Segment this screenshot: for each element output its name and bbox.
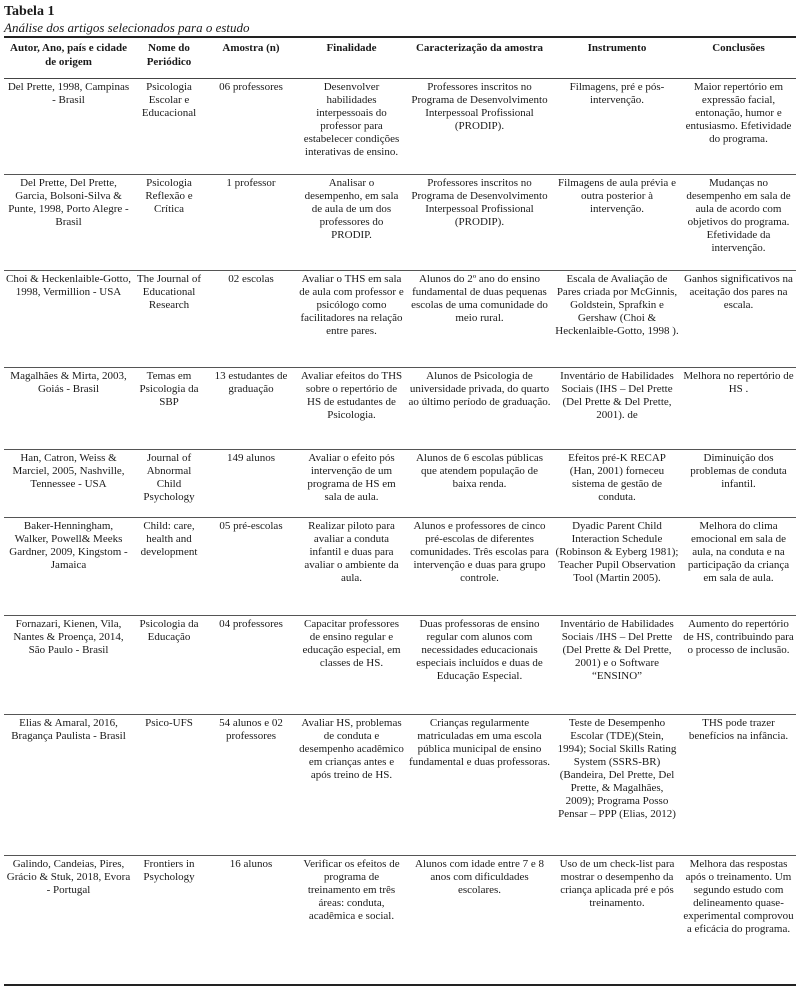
cell-autor: Galindo, Candeias, Pires, Grácio & Stuk, 2018, Evora - Portugal (6, 857, 131, 896)
cell-instrumento: Filmagens, pré e pós-intervenção. (569, 80, 665, 106)
cell-autor: Magalhães & Mirta, 2003, Goiás - Brasil (10, 369, 127, 395)
cell-periodico: Psicologia da Educação (139, 617, 199, 643)
table-container (4, 0, 796, 986)
cell-conclusoes: Melhora do clima emocional em sala de aula, na conduta e na participação da criança em sala de aula. (687, 519, 790, 584)
cell-instrumento: Inventário de Habilidades Sociais /IHS – Del Prette (Del Prette & Del Prette, 2001) e o Software “ENSINO” (560, 617, 674, 682)
cell-conclusoes: Ganhos significativos na aceitação dos pares na escala. (684, 272, 793, 311)
cell-caracterizacao: Alunos de Psicologia de universidade privada, do quarto ao último período de graduação. (408, 369, 551, 408)
cell-caracterizacao: Crianças regularmente matriculadas em uma escola pública municipal de ensino fundamental e duas professoras. (408, 716, 551, 768)
cell-instrumento: Uso de um check-list para mostrar o desempenho da criança aplicada pré e pós treinamento. (559, 857, 675, 909)
cell-amostra: 54 alunos e 02 professores (219, 716, 283, 742)
cell-instrumento: Escala de Avaliação de Pares criada por McGinnis, Goldstein, Sprafkin e Gershaw (Choi & Heckenlaible-Gotto, 1998 ). (555, 272, 679, 337)
cell-periodico: Frontiers in Psychology (143, 857, 195, 883)
cell-finalidade: Realizar piloto para avaliar a conduta infantil e duas para avaliar o ambiente da aula. (304, 519, 399, 584)
table-row (4, 367, 796, 449)
table-row (4, 615, 796, 714)
cell-periodico: The Journal of Educational Research (136, 272, 202, 311)
header-conclusoes: Conclusões (712, 42, 765, 54)
table-row (4, 714, 796, 855)
cell-periodico: Temas em Psicologia da SBP (139, 369, 199, 408)
cell-amostra: 16 alunos (229, 857, 273, 870)
cell-conclusoes: Diminuição dos problemas de conduta infantil. (690, 451, 787, 490)
cell-autor: Han, Catron, Weiss & Marciel, 2005, Nashville, Tennessee - USA (12, 451, 125, 490)
cell-instrumento: Filmagens de aula prévia e outra posterior à intervenção. (558, 176, 676, 215)
cell-finalidade: Capacitar professores de ensino regular e educação especial, em classes de HS. (302, 617, 401, 669)
cell-amostra: 04 professores (219, 617, 283, 630)
cell-periodico: Journal of Abnormal Child Psychology (143, 451, 195, 503)
table-row (4, 449, 796, 517)
cell-conclusoes: THS pode trazer benefícios na infância. (688, 716, 789, 742)
cell-periodico: Psicologia Reflexão e Crítica (145, 176, 193, 215)
cell-conclusoes: Melhora no repertório de HS . (683, 369, 794, 395)
cell-autor: Del Prette, 1998, Campinas - Brasil (7, 80, 130, 106)
cell-caracterizacao: Alunos e professores de cinco pré-escolas de diferentes comunidades. Três escolas para intervenção e duas para grupo controle. (410, 519, 549, 584)
header-amostra: Amostra (n) (222, 42, 280, 54)
cell-instrumento: Teste de Desempenho Escolar (TDE)(Stein, 1994); Social Skills Rating System (SSRS-BR) (Bandeira, Del Prette, Del Prette, & Magalhães, 2009); Programa Posso Pensar – PPP (Elias, 2012) (557, 716, 677, 820)
cell-caracterizacao: Alunos do 2º ano do ensino fundamental de duas pequenas escolas de uma comunidade do meio rural. (411, 272, 548, 324)
header-autor: Autor, Ano, país e cidade de origem (10, 42, 127, 68)
cell-amostra: 02 escolas (228, 272, 274, 285)
header-caracterizacao: Caracterização da amostra (415, 42, 544, 54)
table-row (4, 174, 796, 270)
table-row (4, 78, 796, 174)
cell-caracterizacao: Professores inscritos no Programa de Desenvolvimento Interpessoal Profissional (PRODIP). (411, 80, 548, 132)
cell-finalidade: Analisar o desempenho, em sala de aula de um dos professores do PRODIP. (304, 176, 399, 241)
cell-conclusoes: Mudanças no desempenho em sala de aula de acordo com objetivos do programa. Efetividade da intervenção. (686, 176, 791, 254)
cell-conclusoes: Maior repertório em expressão facial, entonação, humor e entusiasmo. Efetividade do programa. (685, 80, 792, 145)
articles-table (4, 36, 796, 986)
table-title: Tabela 1 (4, 4, 55, 19)
cell-periodico: Psicologia Escolar e Educacional (141, 80, 197, 119)
cell-finalidade: Avaliar efeitos do THS sobre o repertório de HS de estudantes de Psicologia. (300, 369, 403, 421)
cell-caracterizacao: Alunos com idade entre 7 e 8 anos com dificuldades escolares. (415, 857, 544, 896)
cell-instrumento: Efeitos pré-K RECAP (Han, 2001) forneceu sistema de gestão de conduta. (568, 451, 666, 503)
cell-amostra: 1 professor (226, 176, 276, 189)
cell-finalidade: Avaliar o THS em sala de aula com professor e psicólogo como facilitadores na relação entre pares. (299, 272, 404, 337)
cell-autor: Elias & Amaral, 2016, Bragança Paulista - Brasil (11, 716, 126, 742)
cell-autor: Fornazari, Kienen, Vila, Nantes & Proença, 2014, São Paulo - Brasil (13, 617, 124, 656)
cell-conclusoes: Aumento do repertório de HS, contribuindo para o processo de inclusão. (683, 617, 794, 656)
cell-caracterizacao: Duas professoras de ensino regular com alunos com necessidades educacionais especiais incluídos e duas de Educação Especial. (416, 617, 543, 682)
header-finalidade: Finalidade (326, 42, 377, 54)
cell-autor: Del Prette, Del Prette, Garcia, Bolsoni-Silva & Punte, 1998, Porto Alegre - Brasil (8, 176, 129, 228)
cell-autor: Choi & Heckenlaible-Gotto, 1998, Vermillion - USA (6, 272, 131, 298)
cell-conclusoes: Melhora das respostas após o treinamento. Um segundo estudo com delineamento quase-experimental comprovou a eficácia do programa. (683, 857, 794, 935)
table-row (4, 517, 796, 615)
cell-amostra: 13 estudantes de graduação (214, 369, 288, 395)
cell-finalidade: Avaliar o efeito pós intervenção de um programa de HS em sala de aula. (307, 451, 396, 503)
cell-periodico: Child: care, health and development (140, 519, 198, 558)
cell-amostra: 05 pré-escolas (219, 519, 283, 532)
table-row (4, 270, 796, 367)
header-instrumento: Instrumento (587, 42, 647, 54)
table-row (4, 855, 796, 985)
cell-periodico: Psico-UFS (145, 716, 193, 729)
cell-amostra: 149 alunos (227, 451, 275, 464)
table-subtitle: Análise dos artigos selecionados para o estudo (4, 20, 250, 35)
cell-finalidade: Verificar os efeitos de programa de treinamento em três áreas: conduta, acadêmica e social. (303, 857, 400, 922)
header-periodico: Nome do Periódico (146, 42, 192, 68)
cell-caracterizacao: Professores inscritos no Programa de Desenvolvimento Interpessoal Profissional (PRODIP). (411, 176, 548, 228)
cell-caracterizacao: Alunos de 6 escolas públicas que atendem população de baixa renda. (415, 451, 544, 490)
cell-autor: Baker-Henningham, Walker, Powell& Meeks Gardner, 2009, Kingstom - Jamaica (9, 519, 128, 571)
cell-finalidade: Desenvolver habilidades interpessoais do professor para estabelecer condições interativas de ensino. (303, 80, 400, 158)
cell-instrumento: Inventário de Habilidades Sociais (IHS – Del Prette (Del Prette & Del Prette, 2001). de (560, 369, 674, 421)
cell-instrumento: Dyadic Parent Child Interaction Schedule (Robinson & Eyberg 1981); Teacher Pupil Observation Tool (Martin 2005). (555, 519, 679, 584)
cell-amostra: 06 professores (219, 80, 283, 93)
header-row (4, 37, 796, 78)
cell-finalidade: Avaliar HS, problemas de conduta e desempenho acadêmico em crianças antes e após treino de HS. (299, 716, 404, 781)
